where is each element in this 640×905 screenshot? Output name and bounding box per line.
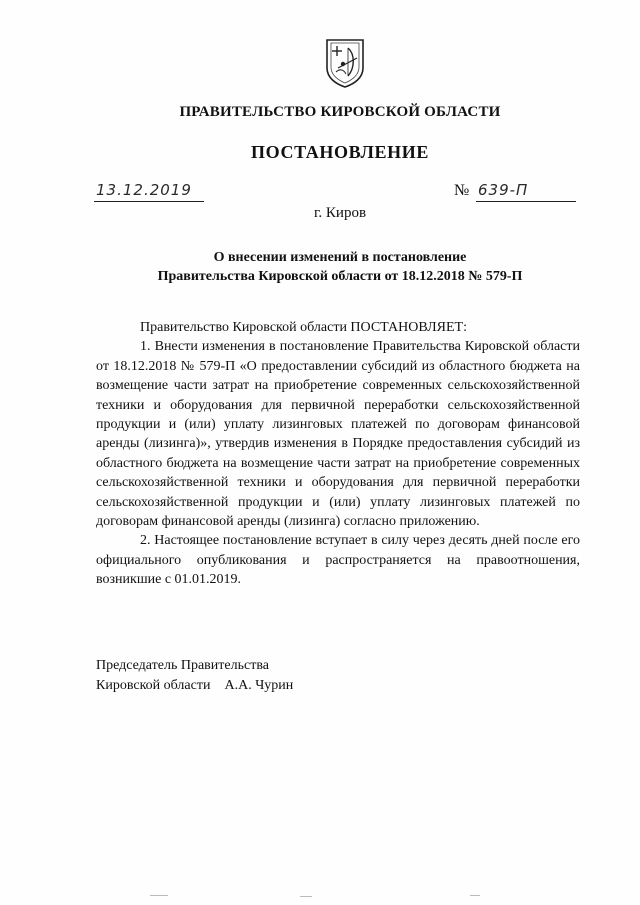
signatory-position-line-1: Председатель Правительства <box>96 658 269 673</box>
subject-line-2: Правительства Кировской области от 18.12.2018 № 579-П <box>157 269 523 284</box>
document-number-block <box>454 181 576 201</box>
paragraph-1: 1. Внести изменения в постановление Правительства Кировской области от 18.12.2018 № 579-П «О предоставлении субсидий из областного бюджета на возмещение части затрат на приобретение современных сельскохозяйственной техники и оборудования для первичной переработки сельскохозяйственной продукции и (или) уплату лизинговых платежей по договорам финансовой аренды (лизинга)», утвердив изменения в Порядке предоставления субсидий из областного бюджета на возмещение части затрат на приобретение современных сельскохозяйственной техники и оборудования для первичной переработки сельскохозяйственной продукции и (или) уплату лизинговых платежей по договорам финансовой аренды (лизинга) согласно приложению. <box>96 339 580 530</box>
signatory-name: А.А. Чурин <box>224 678 294 693</box>
signatory-position-line-2 <box>96 676 293 696</box>
city-name: г. Киров <box>313 205 367 221</box>
signature-block <box>96 656 293 696</box>
document-subject <box>0 248 640 286</box>
government-title: ПРАВИТЕЛЬСТВО КИРОВСКОЙ ОБЛАСТИ <box>179 104 501 120</box>
date-field <box>94 181 204 202</box>
kirov-region-coat-of-arms-icon <box>324 38 366 88</box>
document-number: 639-П <box>478 181 529 199</box>
scan-artifact <box>150 895 168 896</box>
document-body <box>96 318 580 590</box>
number-sign: № <box>454 182 470 199</box>
subject-line-1: О внесении изменений в постановление <box>213 250 467 265</box>
preamble: Правительство Кировской области ПОСТАНОВЛЯЕТ: <box>140 320 467 335</box>
paragraph-2: 2. Настоящее постановление вступает в силу через десять дней после его официального опубликования и распространяется на правоотношения, возникшие с 01.01.2019. <box>96 533 580 588</box>
number-field <box>476 181 576 202</box>
document-date: 13.12.2019 <box>96 181 192 199</box>
scan-artifact <box>300 896 312 897</box>
signatory-region: Кировской области <box>96 678 211 693</box>
document-type-title: ПОСТАНОВЛЕНИЕ <box>251 142 429 162</box>
scan-artifact <box>470 895 480 896</box>
